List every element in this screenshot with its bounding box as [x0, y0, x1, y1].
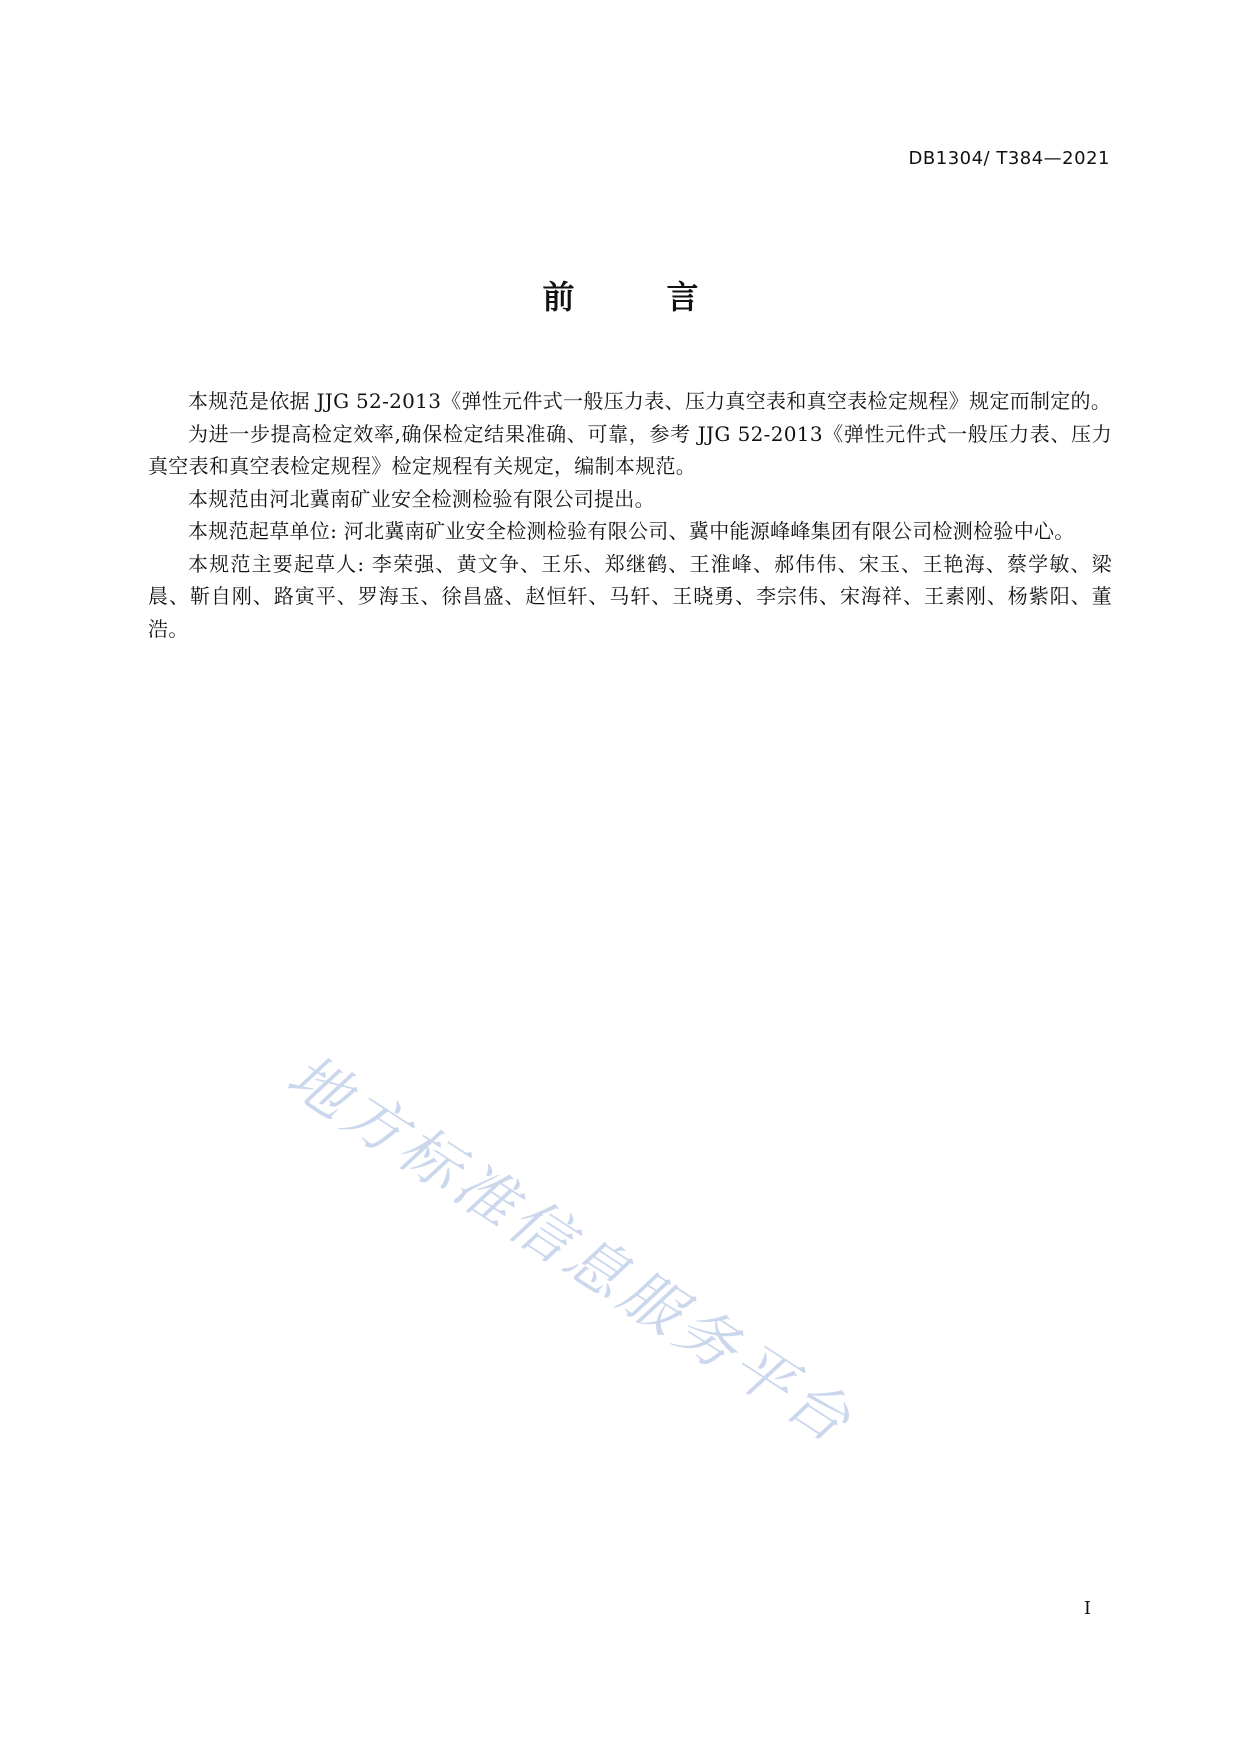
paragraph-drafters: 本规范主要起草人: 李荣强、黄文争、王乐、郑继鹤、王淮峰、郝伟伟、宋玉、王艳海、蔡学敏、梁晨、靳自刚、路寅平、罗海玉、徐昌盛、赵恒轩、马轩、王晓勇、李宗伟、宋海祥、王素刚、杨紫阳、董浩。 [148, 551, 1112, 641]
paragraph-basis: 本规范是依据 JJG 52-2013《弹性元件式一般压力表、压力真空表和真空表检定规程》规定而制定的。 [188, 389, 1112, 413]
paragraph-purpose: 为进一步提高检定效率,确保检定结果准确、可靠，参考 JJG 52-2013《弹性元件式一般压力表、压力真空表和真空表检定规程》检定规程有关规定，编制本规范。 [148, 421, 1112, 478]
foreword-body [148, 385, 1112, 645]
document-code: DB1304/ T384—2021 [908, 148, 1110, 169]
page-title: 前 言 [542, 278, 729, 316]
paragraph-proposer: 本规范由河北冀南矿业安全检测检验有限公司提出。 [188, 486, 655, 511]
page-number: I [1083, 1598, 1091, 1619]
watermark: 地方标准信息服务平台 [274, 1040, 867, 1460]
paragraph-drafting-units: 本规范起草单位: 河北冀南矿业安全检测检验有限公司、冀中能源峰峰集团有限公司检测检验中心。 [188, 519, 1075, 543]
